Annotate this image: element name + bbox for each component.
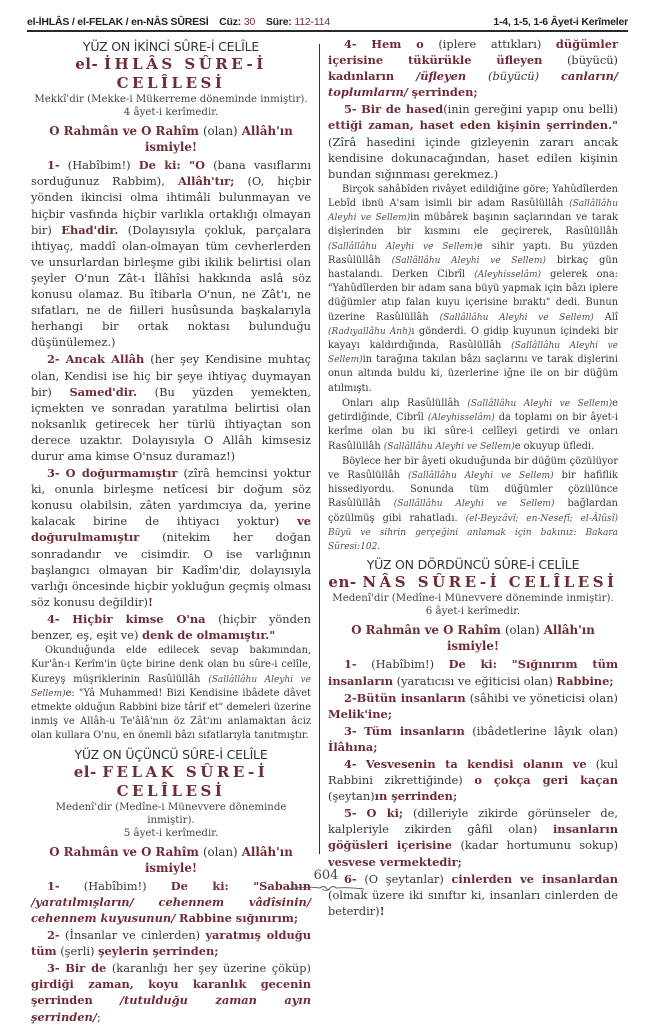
header-title: el-İHLÂS / el-FELAK / en-NÂS SÛRESİ <box>27 16 209 28</box>
nas-origin: Medenî'dir (Medîne-i Münevvere döneminde inmiştir). <box>332 593 614 605</box>
flourish-ornament-icon <box>286 883 366 893</box>
sura-title: İHLÂS SÛRE-İ CELÎLESİ <box>103 55 267 93</box>
left-column <box>31 39 320 1024</box>
nas-verse-6: 6- (O şeytanlar) cinlerden ve insanlardan (olmak üzere iki sınıftır ki, insanları cinlerden de beterdir)! <box>328 871 619 918</box>
felak-commentary: Birçok sahâbîden rivâyet edildiğine göre; Yahûdîlerden Lebîd ibnü A'sam isimli bir adam Rasûlüllâh (Sallâllâhu Aleyhi ve Sellem)in mübârek başının saçlarından ve tarak dişlerinden bir kısmını ele geçirerek, Rasûlüllâh (Sallâllâhu Aleyhi ve Sellem)e sihir yaptı. Bu yüzden Rasûlüllâh (Sallâllâhu Aleyhi ve Sellem) birkaç gün hastalandı. Derken Cibrîl (Aleyhisselâm) gelerek ona: "Yahûdîlerden bir adam sana büyü yapmak için bâzı iplere düğümler atıp falan kuyu içerisine bıraktı" dedi. Bunun üzerine Rasûlüllâh (Sallâllâhu Aleyhi ve Sellem) Alî (Radıyallâhu Anh)ı gönderdi. O gidip kuyunun içindeki bir kayayı kaldırdığında, Rasûlüllâh (Sallâllâhu Aleyhi ve Sellem)in tarağına takılan bâzı saçlarını ve tarak dişlerini onun altında buldu ki, üzerlerine iğne ile on bir düğüm atılmıştı. Onları alıp Rasûlüllâh (Sallâllâhu Aleyhi ve Sellem)e getirdiğinde, Cibrîl (Aleyhisselâm) da toplamı on bir âyet-i kerîme olan bu iki sûre-i celîleyi getirdi ve onları Rasûlüllâh (Sallâllâhu Aleyhi ve Sellem)e okuyup üfledi. Böylece her bir âyeti okuduğunda bir düğüm çözülüyor ve Rasûlüllâh (Sallâllâhu Aleyhi ve Sellem) bir hafiflik hissediyordu. Sonunda tüm düğümler çözülünce Rasûlüllâh (Sallâllâhu Aleyhi ve Sellem) bağlardan çözülmüş gibi rahatladı. (el-Beyzâvî; en-Nesefî; el-Âlûsî) Büyü ve sihrin gerçeğini anlamak için bakınız: Bakara Sûresi:102. <box>328 183 619 552</box>
page-number: 604 <box>313 868 339 883</box>
sura-title: NÂS SÛRE-İ CELÎLESİ <box>362 573 618 592</box>
felak-section-title: YÜZ ON ÜÇÜNCÜ SÛRE-İ CELÎLE <box>74 746 268 762</box>
header-cuz-value: 30 <box>243 16 256 28</box>
nas-section <box>328 557 618 919</box>
ihlas-sura-name <box>31 55 311 93</box>
nas-verse-4: 4- Vesvesenin ta kendisi olanın ve (kul Rabbini zikrettiğinde) o çokça geri kaçan (şeytan)ın şerrinden; <box>328 756 619 804</box>
header-cuz-label: Cüz: <box>219 16 242 28</box>
nas-verse-count: 6 âyet-i kerîmedir. <box>425 606 521 618</box>
sura-title: FELAK SÛRE-İ CELÎLESİ <box>102 762 269 800</box>
felak-verse-3: 3- Bir de (karanlığı her şey üzerine çöküp) girdiği zaman, koyu karanlık gecenin şerrinden /tutulduğu zaman ayın şerrinden/; <box>31 961 312 1024</box>
page-header <box>27 6 628 32</box>
nas-section-title: YÜZ ON DÖRDÜNCÜ SÛRE-İ CELÎLE <box>366 557 580 573</box>
ihlas-verse-count: 4 âyet-i kerîmedir. <box>123 107 219 119</box>
ihlas-origin: Mekkî'dir (Mekke-i Mükerreme döneminde inmiştir). <box>34 94 308 106</box>
page-footer <box>0 868 652 893</box>
nas-verse-3: 3- Tüm insanların (ibâdetlerine lâyık olan) İlâhına; <box>328 723 619 754</box>
felak-verse-4: 4- Hem o (iplere attıkları) düğümler içerisine tükürükle üfleyen (büyücü) kadınların /üfleyen (büyücü) canların/ toplumların/ şerrinden; <box>328 37 619 100</box>
felak-verse-1: 1- (Habîbim!) De ki: "Sabahın /yaratılmışların/ cehennem vâdîsinin/ cehennem kuyusunun/ Rabbine sığınırım; <box>31 878 311 925</box>
ihlas-verse-4: 4- Hiçbir kimse O'na (hiçbir yönden benzer, eş, eşit ve) denk de olmamıştır." <box>31 611 311 642</box>
header-verse-range: 1-4, 1-5, 1-6 Âyet-i Kerîmeler <box>493 16 628 28</box>
ihlas-verse-3: 3- O doğurmamıştır (zîrâ hemcinsi yoktur ki, onunla birleşme netîcesi bir doğum söz konusu olabilsin, zâten yardımcıya da, yerine kalacak birine de ihtiyacı yoktur) ve doğurulmamıştır (nitekim her doğan sonradandır ve cisimdir. O ise varlığının başlangıcı olmayan bir Kadîm'dir, dolayısıyla varlığı öncesinde hiçbir yokluğun geçmiş olması söz konusu değildir)! <box>31 466 312 609</box>
felak-verse-2: 2- (İnsanlar ve cinlerden) yaratmış olduğu tüm (şerli) şeylerin şerrinden; <box>31 928 311 959</box>
nas-verse-2: 2-Bütün insanların (sâhibi ve yöneticisi olan) Melik'ine; <box>328 690 618 721</box>
felak-sura-name <box>31 763 311 801</box>
felak-verse-5: 5- Bir de hased(inin gereğini yapıp onu belli) ettiği zaman, haset eden kişinin şerrinden." (Zîrâ hasedini içinde gizleyenin zararı ancak kendisine dokunacağından, haset edilen kişinin bundan sığınması gerekmez.) <box>328 102 618 181</box>
felak-verse-count: 5 âyet-i kerîmedir. <box>123 827 219 839</box>
ihlas-commentary: Okunduğunda elde edilecek sevap bakımından, Kur'ân-ı Kerîm'in üçte birine denk olan bu sûre-i celîle, Kureyş müşriklerinin Rasûlüllâh (Sallâllâhu Aleyhi ve Sellem)e: "Yâ Muhammed! Bizi Kendisine ibâdete dâvet etmekte olduğun Rabbini bize târif et" demeleri üzerine inmiş ve Allâh-u Te'âlâ'nın öz Zât'ını anlamaktan âciz olan kullara O'nu, en önemli bâzı sıfatlarıyla tanıtmıştır. <box>31 645 311 742</box>
felak-basmala: O Rahmân ve O Rahîm (olan) Allâh'ın ismiyle! <box>49 844 293 875</box>
nas-basmala: O Rahmân ve O Rahîm (olan) Allâh'ın ismiyle! <box>351 623 595 654</box>
ihlas-verse-2: 2- Ancak Allâh (her şey Kendisine muhtaç olan, Kendisi ise hiç bir şeye ihtiyaç duymayan bir) Samed'dir. (Bu yüzden yemekten, içmekten ve sonradan yaratılma belirtisi olan noksanlık getirecek her türlü ihtiyaçtan son derece uzaktır. Dolayısıyla O Allâh kimsesiz durur ama kimse O'nsuz duramaz!) <box>31 352 312 463</box>
nas-verse-5: 5- O ki; (dilleriyle zikirde görünseler de, kalpleriyle zikirden gâfil olan) insanların göğüsleri içerisine (kadar hortumunu sokup) vesvese vermektedir; <box>328 806 619 869</box>
sura-prefix: el- <box>75 55 99 74</box>
ihlas-section <box>31 39 311 744</box>
ihlas-verse-1: 1- (Habîbim!) De ki: "O (bana vasıflarını sorduğunuz Rabbim), Allâh'tır; (O, hiçbir yönden ikincisi olma ihtimâli bulunmayan ve hiçbir vasfında hiçbir varlıkla ortaklığı olmayan bir) Ehad'dir. (Dolayısıyla çokluk, parçalara ihtiyaç, maddî olan-olmayan tüm cevherlerden ve unsurlardan birleşme gibi ikilik belirtisi olan şeyler O'nun Zât-ı İlâhîsi hakkında aslâ söz konusu olamaz. Bu îtibarla O'nun, ne Zât'ı, ne sıfatları, ne de fiilleri husûsunda başkalarıyla herhangi bir ortak noktası bulunduğu düşünülemez.) <box>31 158 312 350</box>
nas-sura-name <box>328 573 618 592</box>
felak-origin: Medenî'dir (Medîne-i Münevvere döneminde inmiştir). <box>55 801 287 826</box>
right-column <box>328 36 618 920</box>
header-sure-label: Süre: <box>265 16 292 28</box>
sura-prefix: el- <box>73 762 97 781</box>
ihlas-basmala: O Rahmân ve O Rahîm (olan) Allâh'ın ismiyle! <box>49 124 293 155</box>
header-sure-value: 112-114 <box>294 16 330 28</box>
sura-prefix: en- <box>328 573 357 592</box>
ihlas-section-title: YÜZ ON İKİNCİ SÛRE-İ CELÎLE <box>82 39 260 54</box>
nas-verse-1: 1- (Habîbim!) De ki: "Sığınırım tüm insanların (yaratıcısı ve eğiticisi olan) Rabbine; <box>328 657 619 688</box>
